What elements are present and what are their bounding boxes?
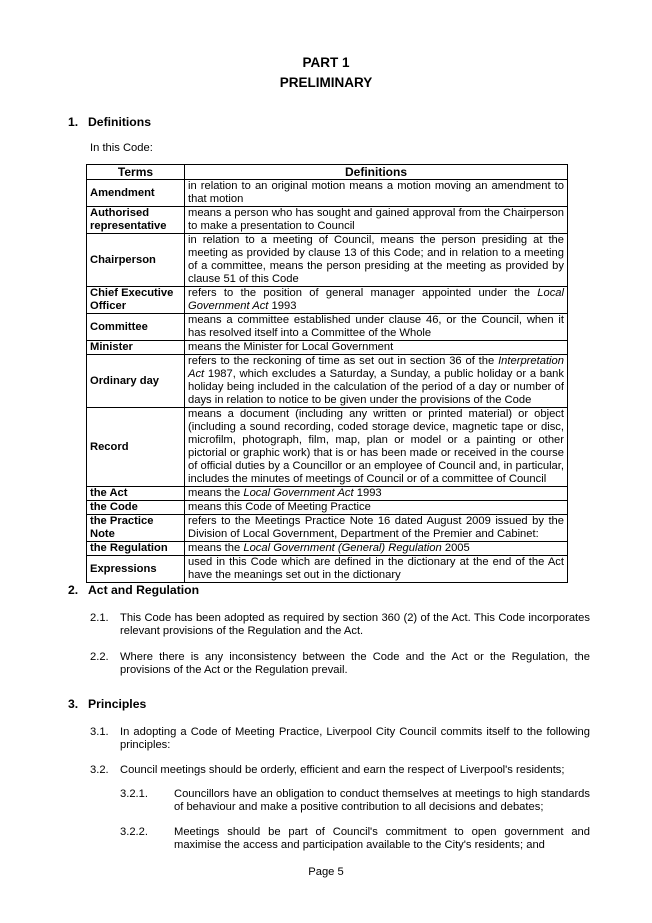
definition-italic-text: Local Government (General) Regulation — [243, 542, 442, 554]
numbered-subparagraph — [120, 826, 590, 852]
table-row — [87, 408, 568, 487]
definition-cell: refers to the Meetings Practice Note 16 dated August 2009 issued by the Division of Local Government, Department of the Premier and Cabinet: — [185, 515, 568, 542]
definition-cell: means the Minister for Local Government — [185, 341, 568, 355]
column-header-definitions: Definitions — [185, 165, 568, 180]
paragraph-number: 2.1. — [90, 612, 109, 624]
definition-text: 1987, which excludes a Saturday, a Sunday, a public holiday or a bank holiday being included in the calculation of the period of a day or number of days in relation to notice to be given under the provisions of the Code — [188, 368, 564, 406]
paragraph-text: Councillors have an obligation to conduct themselves at meetings to high standards of behaviour and make a positive contribution to all decisions and debates; — [174, 788, 590, 813]
numbered-paragraph — [90, 651, 590, 677]
term-cell: Minister — [87, 341, 185, 355]
numbered-subparagraph — [120, 788, 590, 814]
paragraph-number: 3.2.2. — [120, 826, 148, 838]
table-row — [87, 515, 568, 542]
definition-cell — [185, 487, 568, 501]
term-cell: Authorised representative — [87, 207, 185, 234]
definition-cell: means a person who has sought and gained approval from the Chairperson to make a presentation to Council — [185, 207, 568, 234]
section-number: 2. — [68, 583, 79, 597]
definition-cell — [185, 542, 568, 556]
term-cell: the Code — [87, 501, 185, 515]
definition-cell: means a committee established under clause 46, or the Council, when it has resolved itself into a Committee of the Whole — [185, 314, 568, 341]
numbered-paragraph — [90, 764, 590, 777]
definition-text: 2005 — [441, 542, 470, 554]
table-row — [87, 180, 568, 207]
definition-cell: used in this Code which are defined in the dictionary at the end of the Act have the meanings set out in the dictionary — [185, 556, 568, 583]
definition-italic-text: Local Government Act — [243, 487, 354, 499]
definition-cell: means a document (including any written or printed material) or object (including a sound recording, coded storage device, magnetic tape or disc, microfilm, photograph, film, map, plan or model or a painting or other pictorial or graphic work) that is or has been made or received in the course of official duties by a Councillor or an employee of Council and, in particular, includes the minutes of meetings of Council or of a committee of Council — [185, 408, 568, 487]
section-title: Act and Regulation — [88, 583, 200, 597]
section-number: 3. — [68, 697, 79, 711]
term-cell: the Regulation — [87, 542, 185, 556]
table-row — [87, 207, 568, 234]
definition-text: means the — [188, 487, 244, 499]
numbered-paragraph — [90, 612, 590, 638]
paragraph-number: 2.2. — [90, 651, 109, 663]
paragraph-text: Council meetings should be orderly, efficient and earn the respect of Liverpool's residents; — [120, 764, 565, 776]
section-heading-definitions — [68, 116, 151, 129]
definition-cell — [185, 355, 568, 408]
term-cell: Chairperson — [87, 234, 185, 287]
definition-text: means the — [188, 542, 244, 554]
section-title: Definitions — [88, 115, 151, 129]
numbered-paragraph — [90, 726, 590, 752]
definition-text: 1993 — [268, 300, 297, 312]
paragraph-text: Meetings should be part of Council's commitment to open government and maximise the access and participation available to the City's residents; and — [174, 826, 590, 851]
table-header-row — [87, 165, 568, 180]
term-cell: the Act — [87, 487, 185, 501]
part-heading: PART 1 — [302, 55, 350, 70]
term-cell: Committee — [87, 314, 185, 341]
section-title: Principles — [88, 697, 147, 711]
term-cell: Record — [87, 408, 185, 487]
definition-cell: in relation to a meeting of Council, means the person presiding at the meeting as provided by clause 13 of this Code; and in relation to a meeting of a committee, means the person presiding at the meeting as provided by clause 51 of this Code — [185, 234, 568, 287]
term-cell: the Practice Note — [87, 515, 185, 542]
definitions-table — [86, 164, 568, 583]
paragraph-text: In adopting a Code of Meeting Practice, Liverpool City Council commits itself to the following principles: — [120, 726, 590, 751]
term-cell: Amendment — [87, 180, 185, 207]
definition-text: refers to the position of general manager appointed under the — [188, 287, 538, 299]
column-header-terms: Terms — [87, 165, 185, 180]
table-row — [87, 556, 568, 583]
part-title: PRELIMINARY — [279, 75, 373, 90]
definition-cell — [185, 287, 568, 314]
paragraph-number: 3.2. — [90, 764, 109, 776]
term-cell: Ordinary day — [87, 355, 185, 408]
definition-text: 1993 — [353, 487, 382, 499]
table-row — [87, 355, 568, 408]
table-row — [87, 341, 568, 355]
definition-text: refers to the reckoning of time as set out in section 36 of the — [188, 355, 499, 367]
term-cell: Chief Executive Officer — [87, 287, 185, 314]
definition-cell: means this Code of Meeting Practice — [185, 501, 568, 515]
paragraph-number: 3.2.1. — [120, 788, 148, 800]
section-heading-act-regulation — [68, 584, 199, 597]
term-cell: Expressions — [87, 556, 185, 583]
table-row — [87, 487, 568, 501]
table-row — [87, 501, 568, 515]
definition-italic-text: Interpretation Act — [188, 355, 564, 380]
table-row — [87, 234, 568, 287]
paragraph-text: This Code has been adopted as required by section 360 (2) of the Act. This Code incorporates relevant provisions of the Regulation and the Act. — [120, 612, 590, 637]
table-row — [87, 314, 568, 341]
intro-text: In this Code: — [90, 142, 153, 154]
paragraph-text: Where there is any inconsistency between the Code and the Act or the Regulation, the provisions of the Act or the Regulation prevail. — [120, 651, 590, 676]
definition-cell: in relation to an original motion means a motion moving an amendment to that motion — [185, 180, 568, 207]
section-heading-principles — [68, 698, 146, 711]
paragraph-number: 3.1. — [90, 726, 109, 738]
definition-italic-text: Local Government Act — [188, 287, 564, 312]
table-row — [87, 287, 568, 314]
table-row — [87, 542, 568, 556]
page-number: Page 5 — [308, 866, 344, 878]
section-number: 1. — [68, 115, 79, 129]
